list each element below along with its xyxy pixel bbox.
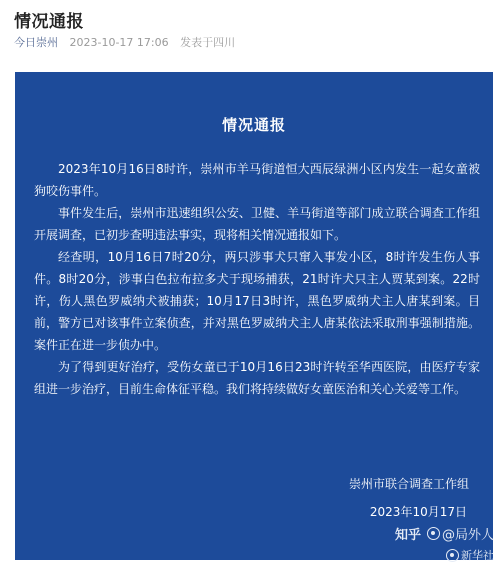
- zhihu-watermark: [395, 524, 494, 543]
- notice-paragraph: 2023年10月16日8时许，崇州市羊马街道恒大西辰绿洲小区内发生一起女童被狗咬伤事件。: [34, 162, 480, 198]
- xinhua-text: 新华社: [461, 549, 494, 562]
- notice-heading: 情况通报: [221, 116, 286, 134]
- notice-body: [34, 158, 480, 400]
- notice-paragraph: 为了得到更好治疗，受伤女童已于10月16日23时许转至华西医院，由医疗专家组进一步治疗，目前生命体征平稳。我们将持续做好女童医治和关心关爱等工作。: [34, 360, 480, 396]
- source-account-link[interactable]: 今日崇州: [14, 36, 58, 49]
- xinhua-logo-icon: [446, 549, 459, 562]
- zhihu-logo-text: 知乎: [394, 528, 421, 543]
- publish-location: 发表于四川: [180, 36, 236, 49]
- publish-time: 2023-10-17 17:06: [69, 36, 169, 49]
- author-badge: [427, 524, 494, 543]
- article-meta: [14, 34, 235, 50]
- page-title: 情况通报: [14, 12, 84, 32]
- notice-image[interactable]: [15, 72, 493, 560]
- xinhua-watermark: [446, 547, 494, 563]
- author-name: @局外人: [441, 528, 494, 543]
- notice-paragraph: 事件发生后，崇州市迅速组织公安、卫健、羊马街道等部门成立联合调查工作组开展调查，已初步查明违法事实，现将相关情况通报如下。: [34, 206, 480, 242]
- camera-icon: [427, 527, 440, 540]
- notice-signature: 崇州市联合调查工作组: [348, 477, 469, 491]
- notice-paragraph: 经查明，10月16日7时20分，两只涉事犬只窜入事发小区，8时许发生伤人事件。8时20分，涉事白色拉布拉多犬于现场捕获，21时许犬只主人贾某到案。22时许，伤人黑色罗威纳犬被捕获；10月17日3时许，黑色罗威纳犬主人唐某到案。目前，警方已对该事件立案侦查，并对黑色罗威纳犬主人唐某依法采取刑事强制措施。案件正在进一步侦办中。: [34, 250, 480, 352]
- notice-date: 2023年10月17日: [369, 505, 467, 519]
